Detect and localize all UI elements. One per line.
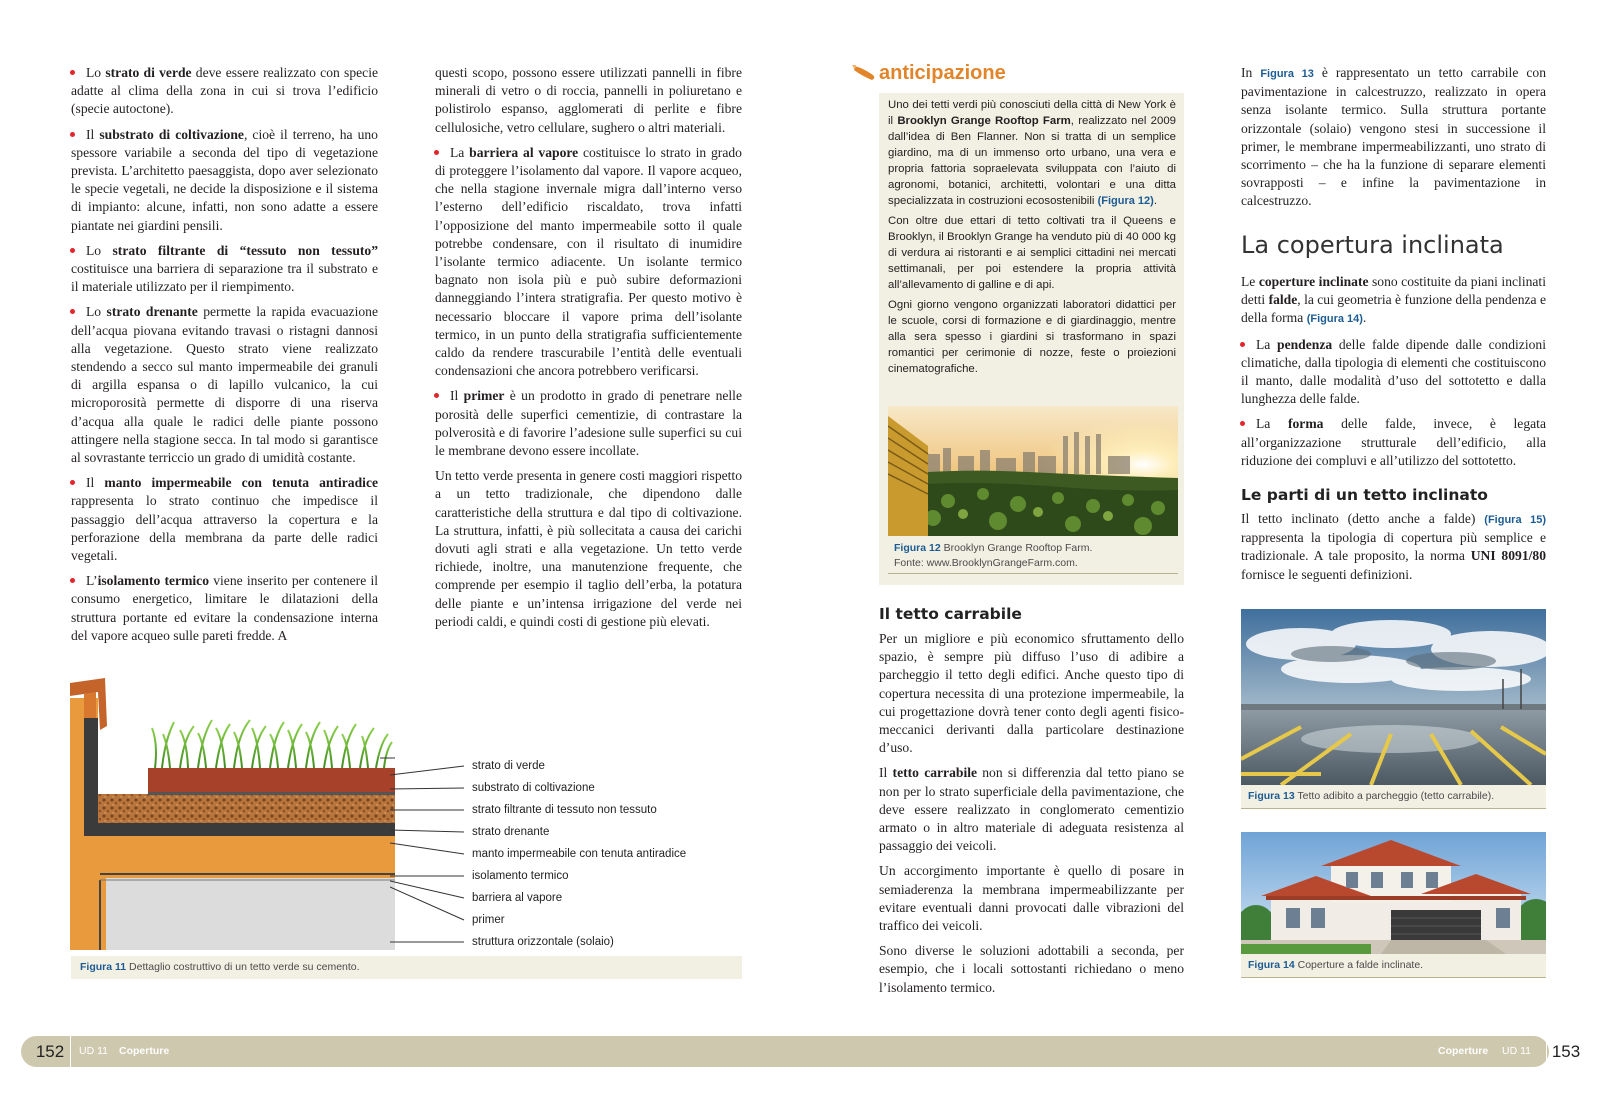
figure-12-caption-num: Figura 12 — [894, 542, 941, 554]
layer-label-manto: manto impermeabile con tenuta antiradice — [472, 848, 687, 860]
parking-roof-image — [1241, 609, 1546, 785]
left-footer-ud: UD 11 — [79, 1045, 108, 1057]
text: La — [1256, 416, 1288, 432]
text: questi scopo, possono essere utilizzati pannelli in fibre minerali di vetro o di roccia, pannelli in poliuretano e polistirolo espanso, agglomerati di perlite e fibre cellulosiche, vetro cellulare, sughero o altri materiali. — [435, 65, 742, 135]
text-strong: tetto carrabile — [892, 765, 978, 781]
bullet-forma — [1241, 415, 1546, 470]
text: delle falde dipende dalle condizioni climatiche, dalla tipologia di elementi che costituiscono il manto, dalle modalità d’uso del sottotetto e dalla lunghezza delle falde. — [1241, 336, 1546, 407]
text: rappresenta la tipologia di copertura più semplice e tradizionale. A tale proposito, la norma — [1241, 530, 1546, 564]
text: Il — [450, 388, 464, 404]
text-strong: strato filtrante di “tessuto non tessuto” — [112, 242, 378, 258]
layer-label-isolamento: isolamento termico — [472, 870, 569, 882]
figure-11-caption-text: Dettaglio costruttivo di un tetto verde su cemento. — [126, 961, 360, 973]
text: Il tetto inclinato (detto anche a falde) — [1241, 511, 1485, 526]
text: , realizzato nel 2009 dall’idea di Ben Flanner. Non si tratta di un semplice giardino, ma di un immenso orto urbano, una vera e propria fattoria sopraelevata sviluppata con l’aiuto di agronomi, botanici, architetti, volontari e una ditta specializzata in costruzioni ecosostenibili — [888, 115, 1176, 207]
left-col1-paragraph-4 — [71, 303, 378, 467]
left-col2-paragraph-1 — [435, 64, 742, 137]
text-strong: falde — [1268, 292, 1298, 308]
text: è un prodotto in grado di penetrare nelle porosità delle superfici cementizie, di contrastare la polverosità e di favorire l’adesione sulle superfici su cui le membrane devono essere incollate. — [435, 388, 742, 459]
text: permette la rapida evacuazione dell’acqua piovana evitando travasi o ristagni dannosi alla vegetazione. Questo strato viene realizzato stendendo a secco sul manto impermeabile dei granuli di argilla espansa o di lapillo vulcanico, la cui microporosità permette di disporre di una riserva d’acqua alla quale le radici delle piante possono attingere nella stagione secca. In tal modo si garantisce al sovrastante terriccio un grado di umidità costante. — [71, 304, 378, 466]
anticipazione-box — [879, 93, 1184, 585]
left-col2-paragraph-3 — [435, 387, 742, 460]
carrabile-paragraph-3: Un accorgimento importante è quello di posare in semiaderenza la membrana impermeabilizzante per evitare eventuali danni provocati dalle vibrazioni del traffico dei veicoli. — [879, 863, 1184, 934]
anticipazione-title: anticipazione — [879, 62, 1006, 84]
text: deve essere realizzato con specie adatte al clima della zona in cui si trova l’edificio (specie autoctone). — [71, 65, 379, 117]
right-column-bottom — [1241, 510, 1546, 591]
text: Uno dei tetti verdi più conosciuti della città di New York è il — [888, 99, 1176, 127]
figure-13-caption-num: Figura 13 — [1248, 790, 1295, 802]
figure-12-source: Fonte: www.BrooklynGrangeFarm.com. — [894, 557, 1078, 569]
layer-label-barriera: barriera al vapore — [472, 892, 563, 904]
left-col2-paragraph-2 — [435, 144, 742, 381]
text: La — [450, 144, 470, 160]
text: è rappresentato un tetto carrabile con pavimentazione in calcestruzzo, realizzato in opera senza isolante termico. Sulla struttura portante orizzontale (solaio) vengono stesi in successione il primer, le membrane impermeabilizzanti, uno strato di scorrimento – che ha la funzione di separare elementi sovrapposti – e infine la pavimentazione in calcestruzzo. — [1241, 65, 1546, 209]
rooftop-farm-photo — [888, 406, 1178, 536]
text-strong: coperture inclinate — [1258, 274, 1369, 289]
right-footer-chapter: Coperture — [1438, 1045, 1489, 1057]
right-paragraph-1 — [1241, 64, 1546, 211]
left-footer-chapter: Coperture — [119, 1045, 170, 1057]
figure-11-caption — [71, 956, 742, 979]
text: fornisce le seguenti definizioni. — [1241, 566, 1413, 582]
right-paragraph-2 — [1241, 273, 1546, 329]
text: . — [1362, 310, 1367, 326]
left-column-1 — [71, 64, 378, 652]
parti-tetto-heading: Le parti di un tetto inclinato — [1241, 486, 1488, 504]
anticipazione-paragraph-1 — [888, 97, 1176, 209]
text-strong: isolamento termico — [97, 573, 210, 589]
text: non si differenzia dal tetto piano se non per lo strato superficiale della pavimentazione, che deve essere realizzato in conglomerato cementizio armato o in altro materiale di adeguata resistenza al passaggio dei veicoli. — [879, 765, 1185, 854]
figure-12-caption-text: Brooklyn Grange Rooftop Farm. — [940, 542, 1093, 554]
left-page-number: 152 — [35, 1042, 65, 1061]
text-strong: manto impermeabile con tenuta antiradice — [104, 475, 379, 491]
house-photo — [1241, 832, 1546, 954]
carrabile-paragraph-2 — [879, 764, 1184, 855]
text-strong: UNI 8091/80 — [1470, 548, 1546, 564]
footer-bar — [21, 1036, 1549, 1067]
anticipazione-paragraph-2: Con oltre due ettari di tetto coltivati tra il Queens e Brooklyn, il Brooklyn Grange ha venduto più di 40 000 kg di verdura ai ristoranti e ai semplici cittadini nei mercati settimanali, per poi estendere la propria attività all’allevamento di galline e di api. — [888, 215, 1176, 291]
text: sono costituite da piani inclinati detti — [1241, 274, 1546, 308]
right-footer-ud: UD 11 — [1502, 1045, 1531, 1057]
text-strong: pendenza — [1277, 336, 1333, 352]
green-roof-section-diagram — [70, 678, 395, 950]
text: Il — [86, 126, 100, 142]
text: In — [1241, 65, 1261, 80]
layer-label-drenante: strato drenante — [472, 826, 550, 838]
layer-label-verde: strato di verde — [472, 760, 545, 772]
figure-11-caption-num: Figura 11 — [80, 961, 127, 973]
text-strong: forma — [1287, 416, 1324, 432]
left-col2-paragraph-4 — [435, 467, 742, 631]
bullet-pendenza — [1241, 336, 1546, 409]
figure-ref: Figura 13 — [1260, 68, 1314, 80]
text-strong: barriera al vapore — [469, 144, 579, 160]
text: , la cui geometria è funzione della pendenza e della forma — [1241, 292, 1546, 326]
text-strong: strato di verde — [105, 65, 192, 80]
parking-roof-photo — [1241, 609, 1546, 785]
figure-12-caption — [894, 541, 1179, 571]
text: Le — [1241, 274, 1259, 289]
carrabile-heading: Il tetto carrabile — [879, 605, 1022, 623]
carrabile-paragraph-4: Sono diverse le soluzioni adottabili a seconda, per esempio, che i locali sottostanti richiedano o meno l’isolamento termico. — [879, 943, 1184, 995]
text-strong: primer — [463, 388, 505, 404]
left-col1-paragraph-6 — [71, 572, 378, 645]
figure-14-caption-text: Coperture a falde inclinate. — [1294, 959, 1424, 971]
text: Lo — [86, 242, 113, 258]
figure-ref: (Figura 15) — [1484, 514, 1547, 526]
text: costituisce una barriera di separazione tra il substrato e il materiale utilizzato per il riempimento. — [71, 261, 378, 295]
left-column-2 — [435, 64, 742, 638]
left-col1-paragraph-3 — [71, 242, 378, 297]
text: . — [1153, 195, 1157, 207]
figure-14-caption — [1241, 954, 1546, 978]
text: Il — [86, 475, 105, 491]
text: Lo — [86, 304, 107, 320]
carrabile-paragraph-1: Per un migliore e più economico sfruttamento dello spazio, è sempre più diffuso l’uso di adibire a parcheggio il tetto degli edifici. Anche questo tipo di copertura necessita di una protezione impermeabile, la cui progettazione dovrà tener conto degli agenti fisico-meccanici derivanti dalla particolare destinazione d’uso. — [879, 631, 1184, 756]
figure-13-caption — [1241, 785, 1546, 809]
left-col1-paragraph-5 — [71, 474, 378, 565]
text-strong: Brooklyn Grange Rooftop Farm — [897, 115, 1071, 127]
left-col1-paragraph-2 — [71, 126, 378, 235]
text: , cioè il terreno, ha uno spessore variabile a seconda del tipo di vegetazione prevista. L’architetto paesaggista, dopo aver selezionato le specie vegetali, ne decide la disposizione e il sistema di impianto: alcune, infatti, non sono adatte a essere piantate nei giardini pensili. — [71, 126, 378, 233]
caption-rule — [888, 573, 1178, 574]
figure-ref: (Figura 12) — [1097, 195, 1154, 207]
text: Il — [879, 765, 893, 781]
left-col1-paragraph-1 — [71, 64, 378, 119]
section-title-copertura-inclinata: La copertura inclinata — [1241, 231, 1504, 259]
layer-label-filtrante: strato filtrante di tessuto non tessuto — [472, 804, 657, 816]
anticipazione-header — [849, 61, 1189, 87]
text: rappresenta lo strato continuo che impedisce il passaggio dell’acqua attraverso la copertura e la perforazione della membrana da parte delle radici vegetali. — [71, 493, 378, 564]
layer-label-substrato: substrato di coltivazione — [472, 782, 595, 794]
text-strong: strato drenante — [106, 304, 198, 320]
carrabile-column — [879, 630, 1184, 1004]
text: delle falde, invece, è legata all’organizzazione strutturale dell’edificio, alla riduzione dei compluvi e all’utilizzo del sottotetto. — [1241, 416, 1546, 468]
text: Lo — [86, 65, 106, 80]
figure-14-caption-num: Figura 14 — [1248, 959, 1295, 971]
text: costituisce lo strato in grado di proteggere l’isolamento dal vapore. Il vapore acqueo, che nella stagione invernale migra dall’interno verso l’esterno dell’edificio riscaldato, trova infatti l’opposizione del manto impermeabile sotto il quale potrebbe condensare, con il risultato di inumidire l’isolante termico adiacente. Un isolante termico bagnato non isola più e può subire deformazioni danneggiando l’intera stratigrafia. Per questo motivo è necessario bloccare il vapore prima dell’isolante termico, in un punto della stratigrafia sufficientemente caldo da rendere trascurabile l’entità delle eventuali condensazioni che ancora potrebbero verificarsi. — [435, 144, 742, 379]
layer-label-solaio: struttura orizzontale (solaio) — [472, 936, 614, 948]
text-strong: substrato di coltivazione — [99, 126, 244, 142]
anticipazione-text — [888, 97, 1176, 381]
pencil-icon — [851, 63, 877, 83]
text: viene inserito per contenere il consumo energetico, limitare le dilatazioni della struttura portante ed evitare la condensazione interna del vapore acqueo sulle pareti fredde. A — [71, 573, 378, 643]
anticipazione-paragraph-3: Ogni giorno vengono organizzati laboratori didattici per le scuole, corsi di formazione e di giardinaggio, mentre alla sera spesso i giardini si trasformano in spazi romantici per cerimonie di nozze, feste o proiezioni cinematografiche. — [888, 299, 1176, 375]
text: Un tetto verde presenta in genere costi maggiori rispetto a un tetto tradizionale, che dipendono dalle caratteristiche della struttura e dal tipo di coltivazione. La struttura, infatti, è più sollecitata a causa dei carichi dovuti agli strati e alla vegetazione. Un tetto verde richiede, inoltre, una manutenzione frequente, che comprende per esempio il taglio dell’erba, la potatura delle piante e un’intensa irrigazione del verde nei periodi caldi, e quindi costi di gestione più elevati. — [435, 468, 742, 629]
layer-label-primer: primer — [472, 914, 505, 926]
right-column-middle — [1241, 273, 1546, 477]
left-page-number-divider — [70, 1036, 71, 1067]
figure-ref: (Figura 14) — [1306, 313, 1363, 326]
text: La — [1256, 336, 1278, 352]
right-page-number: 153 — [1549, 1036, 1583, 1067]
right-paragraph-3 — [1241, 510, 1546, 584]
figure-11-leader-lines — [390, 755, 480, 955]
figure-13-caption-text: Tetto adibito a parcheggio (tetto carrabile). — [1294, 790, 1495, 802]
house-image — [1241, 832, 1546, 954]
text: L’ — [86, 573, 98, 589]
rooftop-farm-image — [888, 406, 1178, 536]
right-page-number-divider — [1546, 1036, 1547, 1067]
right-column-top — [1241, 64, 1546, 218]
